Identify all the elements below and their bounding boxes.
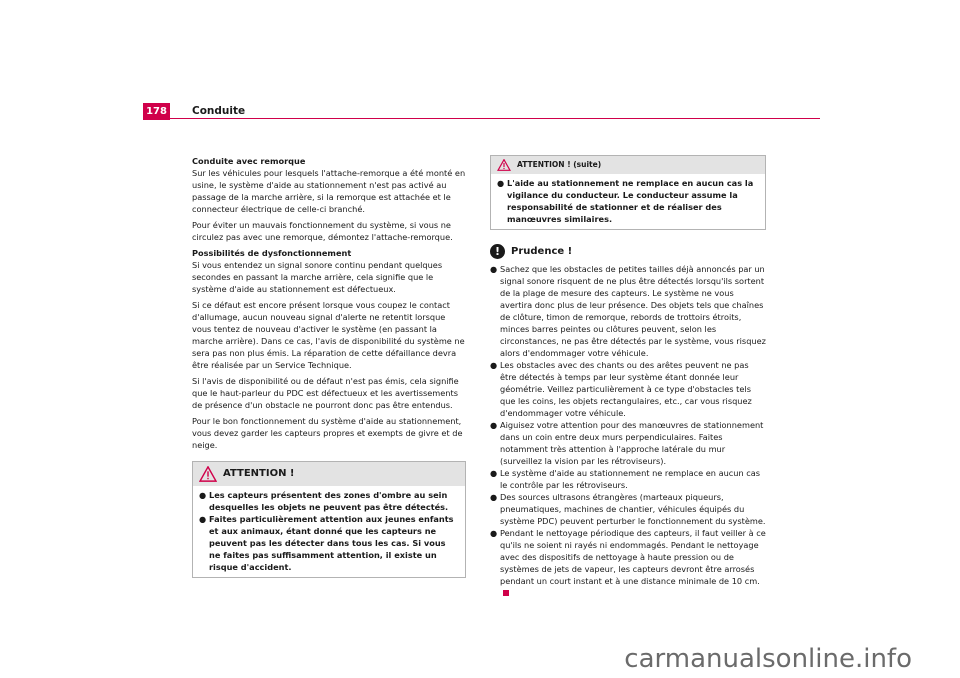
list-item-text: Sachez que les obstacles de petites tailles déjà annoncés par un signal sonore risquent de ne plus être détectés lorsqu'ils sortent de la plage de mesure des capteurs. Le système ne vous avertira donc plus de leur présence. Des objets tels que chaînes de clôture, timon de remorque, rebords de trottoirs étroits, minces barres peintes ou clôtures peuvent, selon les circonstances, ne pas être détectés par le système, vous risquez alors d'endommager votre véhicule.: [500, 264, 766, 358]
bullet-icon: ●: [490, 492, 498, 502]
list-item-text: Les capteurs présentent des zones d'ombre au sein desquelles les objets ne peuvent pas être détectés.: [209, 490, 449, 512]
section-end-icon: [503, 590, 509, 596]
list-item-text: L'aide au stationnement ne remplace en aucun cas la vigilance du conducteur. Le conducteur assume la responsabilité de stationner et de réaliser des manœuvres similaires.: [507, 178, 754, 224]
section-heading-malfunction: Possibilités de dysfonctionnement: [192, 248, 352, 258]
paragraph: Si ce défaut est encore présent lorsque vous coupez le contact d'allumage, aucun nouveau signal d'alerte ne retentit lorsque vous tentez de nouveau d'activer le système (en passant la marche arrière). Dans ce cas, l'avis de disponibilité du système ne sera pas non plus émis. La réparation de cette défaillance devra être réalisée par un Service Technique.: [192, 300, 465, 370]
warning-box-header: [193, 462, 465, 486]
list-item: [497, 177, 759, 225]
list-item-text: Des sources ultrasons étrangères (marteaux piqueurs, pneumatiques, machines de chantier, véhicules équipés du système PDC) peuvent perturber le fonctionnement du système.: [500, 492, 766, 526]
paragraph: Pour éviter un mauvais fonctionnement du système, si vous ne circulez pas avec une remorque, démontez l'attache-remorque.: [192, 220, 453, 242]
list-item-text: Le système d'aide au stationnement ne remplace en aucun cas le contrôle par les rétroviseurs.: [500, 468, 761, 490]
bullet-icon: ●: [199, 514, 207, 524]
list-item-text: [500, 527, 766, 599]
list-item: [490, 419, 766, 467]
watermark: carmanualsonline.info: [0, 640, 960, 678]
bullet-icon: ●: [497, 178, 505, 188]
paragraph: Si l'avis de disponibilité ou de défaut n'est pas émis, cela signifie que le haut-parleur du PDC est défectueux et les avertissements de présence d'un obstacle ne pourront donc pas être entendus.: [192, 376, 459, 410]
list-item: [490, 359, 766, 419]
list-item: [490, 491, 766, 527]
right-column: [490, 155, 766, 599]
paragraph: Pour le bon fonctionnement du système d'aide au stationnement, vous devez garder les capteurs propres et exempts de givre et de neige.: [192, 416, 463, 450]
bullet-icon: ●: [490, 360, 498, 370]
caution-header: [490, 244, 766, 259]
list-item-text-content: Pendant le nettoyage périodique des capteurs, il faut veiller à ce qu'ils ne soient ni rayés ni endommagés. Pendant le nettoyage avec des dispositifs de nettoyage à haute pression ou de systèmes de jets de vapeur, les capteurs devront être arrosés pendant un court instant et à une distance minimale de 10 cm.: [500, 528, 766, 586]
list-item-text: Faites particulièrement attention aux jeunes enfants et aux animaux, étant donné que les capteurs ne peuvent pas les détecter dans tous les cas. Si vous ne faites pas suffisamment attention, il existe un risque d'accident.: [209, 514, 454, 572]
page-title: Conduite: [192, 105, 246, 117]
exclamation-circle-icon: !: [490, 244, 505, 259]
warning-triangle-icon: [199, 466, 217, 482]
bullet-icon: ●: [490, 264, 498, 274]
warning-continued-header: [491, 156, 765, 174]
section-heading-trailer: Conduite avec remorque: [192, 156, 306, 166]
left-column: [192, 155, 466, 578]
list-item-text: Les obstacles avec des chants ou des arêtes peuvent ne pas être détectés à temps par leur système étant donnée leur géométrie. Veillez particulièrement à ce type d'obstacles tels que les coins, les objets rectangulaires, etc., car vous risquez d'endommager votre véhicule.: [500, 360, 752, 418]
caution-title: Prudence !: [511, 245, 573, 257]
warning-continued-title: ATTENTION ! (suite): [517, 160, 602, 169]
warning-box-body: [193, 486, 465, 577]
paragraph: Si vous entendez un signal sonore continu pendant quelques secondes en passant la marche arrière, cela signifie que le système d'aide au stationnement est défectueux.: [192, 260, 443, 294]
list-item-text: Aiguisez votre attention pour des manœuvres de stationnement dans un coin entre deux murs perpendiculaires. Faites notamment très attention à l'approche latérale du mur (surveillez la vision par les rétroviseurs).: [500, 420, 764, 466]
list-item: [490, 263, 766, 359]
warning-triangle-icon: [497, 159, 511, 171]
warning-continued-box: [490, 155, 766, 230]
warning-box: [192, 461, 466, 578]
paragraph: Sur les véhicules pour lesquels l'attache-remorque a été monté en usine, le système d'aide au stationnement n'est pas activé au passage de la marche arrière, si la remorque est attachée et le connecteur électrique de celle-ci branché.: [192, 168, 466, 214]
bullet-icon: ●: [199, 490, 207, 500]
list-item: [490, 527, 766, 599]
warning-continued-body: [491, 174, 765, 229]
bullet-icon: ●: [490, 528, 498, 538]
warning-title: ATTENTION !: [223, 468, 295, 479]
list-item: [199, 489, 459, 513]
header-divider: [143, 118, 820, 119]
list-item: [490, 467, 766, 491]
list-item: [199, 513, 459, 573]
page-number: 178: [143, 103, 170, 120]
bullet-icon: ●: [490, 420, 498, 430]
bullet-icon: ●: [490, 468, 498, 478]
